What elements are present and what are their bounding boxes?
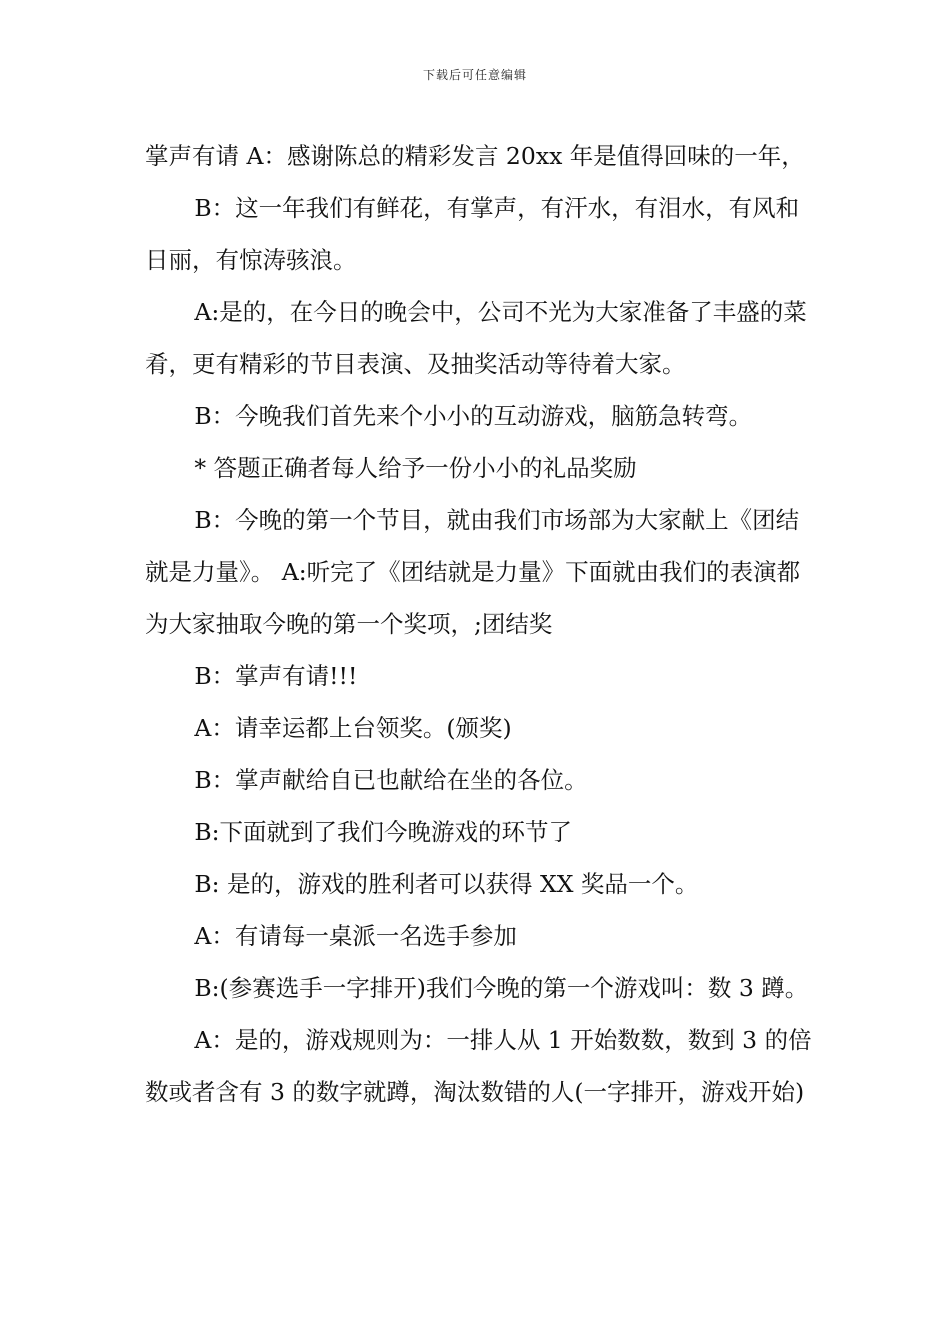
paragraph: B:(参赛选手一字排开)我们今晚的第一个游戏叫：数 3 蹲。 — [194, 974, 809, 1002]
page-header: 下载后可任意编辑 — [422, 68, 527, 82]
document-body — [145, 130, 813, 1118]
paragraph: 掌声有请 A：感谢陈总的精彩发言 20xx 年是值得回味的一年， — [145, 142, 805, 170]
paragraph: B：掌声有请!!! — [194, 662, 358, 690]
paragraph: A：是的，游戏规则为：一排人从 1 开始数数，数到 3 的倍数或者含有 3 的数字就蹲，淘汰数错的人(一字排开，游戏开始) — [145, 1026, 812, 1106]
paragraph: B:下面就到了我们今晚游戏的环节了 — [194, 818, 573, 846]
paragraph: B：这一年我们有鲜花，有掌声，有汗水，有泪水，有风和日丽，有惊涛骇浪。 — [145, 194, 800, 274]
paragraph: A:是的，在今日的晚会中，公司不光为大家准备了丰盛的菜肴，更有精彩的节目表演、及抽奖活动等待着大家。 — [145, 298, 807, 378]
paragraph: A：有请每一桌派一名选手参加 — [194, 922, 517, 950]
paragraph: B：今晚的第一个节目，就由我们市场部为大家献上《团结就是力量》。 A:听完了《团结就是力量》下面就由我们的表演都为大家抽取今晚的第一个奖项，;团结奖 — [145, 506, 801, 638]
paragraph: B: 是的，游戏的胜利者可以获得 XX 奖品一个。 — [194, 870, 699, 898]
paragraph: B：今晚我们首先来个小小的互动游戏，脑筋急转弯。 — [194, 402, 753, 430]
paragraph: B：掌声献给自已也献给在坐的各位。 — [194, 766, 588, 794]
paragraph: * 答题正确者每人给予一份小小的礼品奖励 — [194, 454, 637, 482]
paragraph: A：请幸运都上台领奖。(颁奖) — [194, 714, 512, 742]
